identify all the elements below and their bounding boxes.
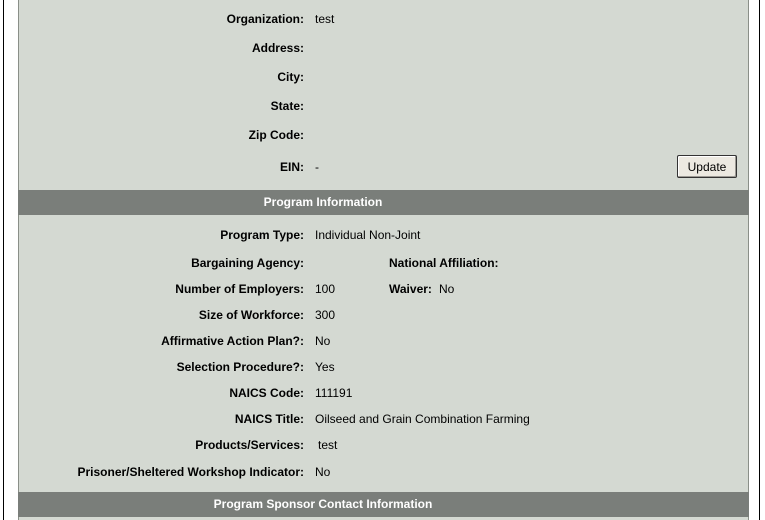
waiver-value: No bbox=[439, 282, 455, 296]
products-services-value: test bbox=[318, 438, 338, 452]
zip-code-label: Zip Code: bbox=[248, 128, 304, 142]
program-type-value: Individual Non-Joint bbox=[315, 228, 421, 242]
waiver-label: Waiver: bbox=[389, 282, 432, 296]
update-button[interactable]: Update bbox=[677, 155, 737, 178]
selection-procedure-label: Selection Procedure?: bbox=[176, 360, 304, 374]
naics-code-value: 111191 bbox=[315, 386, 353, 400]
prisoner-sheltered-workshop-value: No bbox=[315, 465, 331, 479]
size-of-workforce-label: Size of Workforce: bbox=[198, 308, 304, 322]
naics-code-label: NAICS Code: bbox=[229, 386, 304, 400]
affirmative-action-label: Affirmative Action Plan?: bbox=[161, 334, 304, 348]
affirmative-action-value: No bbox=[315, 334, 331, 348]
sponsor-contact-title: Program Sponsor Contact Information bbox=[213, 497, 433, 511]
sponsor-contact-header bbox=[18, 492, 749, 517]
size-of-workforce-value: 300 bbox=[315, 308, 336, 322]
organization-label: Organization: bbox=[226, 12, 304, 26]
naics-title-value: Oilseed and Grain Combination Farming bbox=[315, 412, 530, 426]
city-label: City: bbox=[277, 70, 304, 84]
number-of-employers-value: 100 bbox=[315, 282, 336, 296]
program-information-title: Program Information bbox=[263, 195, 383, 209]
state-label: State: bbox=[270, 99, 304, 113]
ein-label: EIN: bbox=[280, 160, 304, 174]
number-of-employers-label: Number of Employers: bbox=[175, 282, 304, 296]
program-information-header bbox=[18, 190, 749, 215]
details-panel bbox=[18, 0, 749, 520]
products-services-label: Products/Services: bbox=[195, 438, 304, 452]
organization-value: test bbox=[315, 12, 335, 26]
ein-value: - bbox=[315, 160, 319, 174]
bargaining-agency-label: Bargaining Agency: bbox=[191, 256, 304, 270]
national-affiliation-label: National Affiliation: bbox=[389, 256, 499, 270]
program-type-label: Program Type: bbox=[220, 228, 304, 242]
page-left-border bbox=[3, 0, 4, 520]
naics-title-label: NAICS Title: bbox=[234, 412, 304, 426]
selection-procedure-value: Yes bbox=[315, 360, 335, 374]
address-label: Address: bbox=[251, 41, 304, 55]
prisoner-sheltered-workshop-label: Prisoner/Sheltered Workshop Indicator: bbox=[77, 465, 304, 479]
page-right-border bbox=[759, 0, 760, 520]
